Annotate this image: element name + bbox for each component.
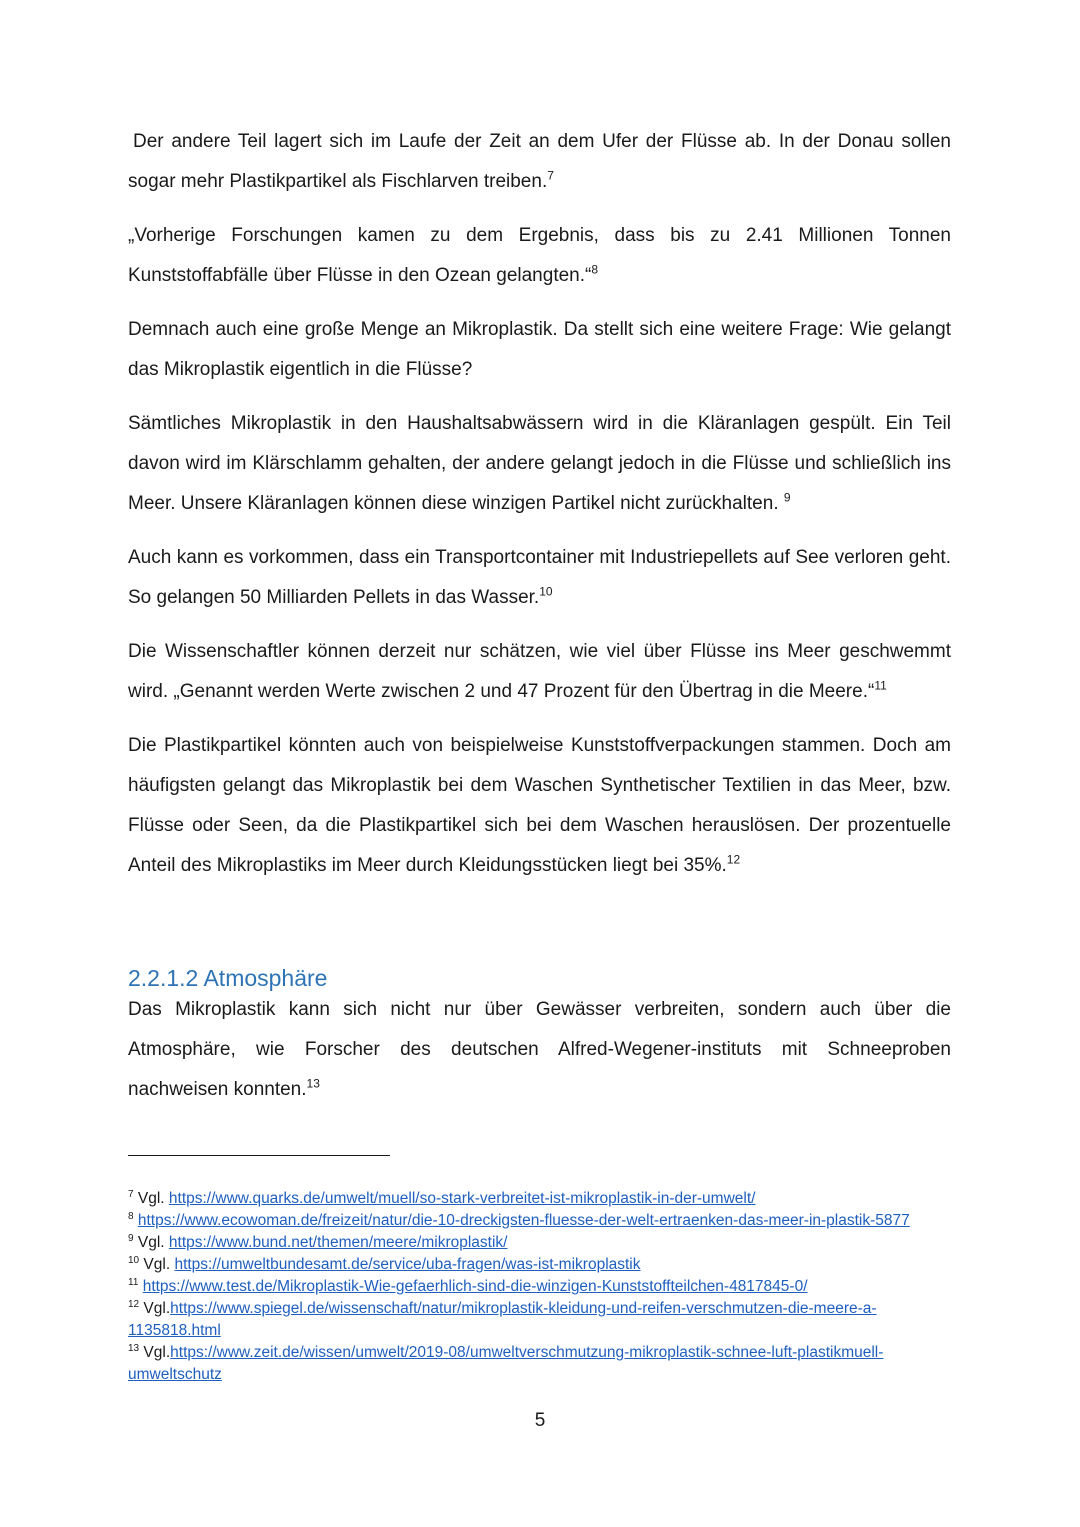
footnote-link[interactable]: https://umweltbundesamt.de/service/uba-fragen/was-ist-mikroplastik: [174, 1256, 641, 1273]
footnote: $^{12}$ Vgl.https://www.spiegel.de/wissenschaft/natur/mikroplastik-kleidung-und-reifen-verschmutzen-die-meere-a-1135818.html: [128, 1298, 877, 1339]
page-number: 5: [534, 1410, 546, 1431]
paragraph: „Vorherige Forschungen kamen zu dem Ergebnis, dass bis zu 2.41 Millionen Tonnen Kunststoffabfälle über Flüsse in den Ozean gelangten.“$^8$: [128, 225, 951, 286]
footnote: $^9$ Vgl. https://www.bund.net/themen/meere/mikroplastik/: [128, 1232, 508, 1251]
footnote-ref[interactable]: 7: [547, 168, 554, 183]
paragraph: Die Plastikpartikel könnten auch von beispielweise Kunststoffverpackungen stammen. Doch am häufigsten gelangt das Mikroplastik bei dem Waschen Synthetischer Textilien in das Meer, bzw. Flüsse oder Seen, da die Plastikpartikel sich bei dem Waschen herauslösen. Der prozentuelle Anteil des Mikroplastiks im Meer durch Kleidungsstücken liegt bei 35%.$^{12}$: [128, 735, 951, 876]
footnote-ref[interactable]: 13: [306, 1076, 320, 1091]
paragraph: Das Mikroplastik kann sich nicht nur über Gewässer verbreiten, sondern auch über die Atmosphäre, wie Forscher des deutschen Alfred-Wegener-instituts mit Schneeproben nachweisen konnten.$^{13}$: [128, 999, 951, 1100]
footnote-ref[interactable]: 10: [539, 584, 553, 599]
footnote-link[interactable]: https://www.quarks.de/umwelt/muell/so-stark-verbreitet-ist-mikroplastik-in-der-umwelt/: [168, 1190, 756, 1207]
paragraph: Sämtliches Mikroplastik in den Haushaltsabwässern wird in die Kläranlagen gespült. Ein Teil davon wird im Klärschlamm gehalten, der andere gelangt jedoch in die Flüsse und schließlich ins Meer. Unsere Kläranlagen können diese winzigen Partikel nicht zurückhalten. $^9$: [128, 413, 951, 514]
footnote: $^7$ Vgl. https://www.quarks.de/umwelt/muell/so-stark-verbreitet-ist-mikroplastik-in-der-umwelt/: [128, 1188, 756, 1207]
footnote: $^{13}$ Vgl.https://www.zeit.de/wissen/umwelt/2019-08/umweltverschmutzung-mikroplastik-schnee-luft-plastikmuell-umweltschutz: [128, 1342, 884, 1383]
paragraph: Demnach auch eine große Menge an Mikroplastik. Da stellt sich eine weitere Frage: Wie gelangt das Mikroplastik eigentlich in die Flüsse?: [128, 319, 951, 380]
footnote: $^{11}$ https://www.test.de/Mikroplastik-Wie-gefaerhlich-sind-die-winzigen-Kunststoffteilchen-4817845-0/: [128, 1276, 808, 1295]
footnote: $^{10}$ Vgl. https://umweltbundesamt.de/service/uba-fragen/was-ist-mikroplastik: [128, 1254, 641, 1273]
paragraph: Die Wissenschaftler können derzeit nur schätzen, wie viel über Flüsse ins Meer geschwemmt wird. „Genannt werden Werte zwischen 2 und 47 Prozent für den Übertrag in die Meere.“$^{11}$: [128, 641, 951, 702]
footnote-ref[interactable]: 11: [874, 678, 887, 693]
footnote-link[interactable]: https://www.ecowoman.de/freizeit/natur/die-10-dreckigsten-fluesse-der-welt-ertraenken-das-meer-in-plastik-5877: [137, 1212, 910, 1229]
footnote-ref[interactable]: 9: [783, 490, 791, 505]
section-heading: 2.2.1.2 Atmosphäre: [128, 965, 328, 991]
footnote-link[interactable]: https://www.spiegel.de/wissenschaft/natur/mikroplastik-kleidung-und-reifen-verschmutzen-die-meere-a-1135818.html: [128, 1300, 877, 1339]
body-text: [128, 122, 951, 900]
footnote: $^8$ https://www.ecowoman.de/freizeit/natur/die-10-dreckigsten-fluesse-der-welt-ertraenken-das-meer-in-plastik-5877: [128, 1210, 910, 1229]
footnote-separator: [128, 1155, 390, 1156]
footnote-ref[interactable]: 12: [726, 852, 741, 867]
footnote-link[interactable]: https://www.test.de/Mikroplastik-Wie-gefaerhlich-sind-die-winzigen-Kunststoffteilchen-4817845-0/: [142, 1278, 808, 1295]
paragraph: Auch kann es vorkommen, dass ein Transportcontainer mit Industriepellets auf See verloren geht. So gelangen 50 Milliarden Pellets in das Wasser.$^{10}$: [128, 547, 951, 608]
footnote-ref[interactable]: 8: [591, 262, 599, 277]
footnote-link[interactable]: https://www.zeit.de/wissen/umwelt/2019-08/umweltverschmutzung-mikroplastik-schnee-luft-plastikmuell-umweltschutz: [128, 1344, 884, 1383]
paragraph: Der andere Teil lagert sich im Laufe der Zeit an dem Ufer der Flüsse ab. In der Donau sollen sogar mehr Plastikpartikel als Fischlarven treiben.$^7$: [128, 131, 951, 192]
footnote-link[interactable]: https://www.bund.net/themen/meere/mikroplastik/: [168, 1234, 508, 1251]
footnotes: [128, 1188, 951, 1386]
